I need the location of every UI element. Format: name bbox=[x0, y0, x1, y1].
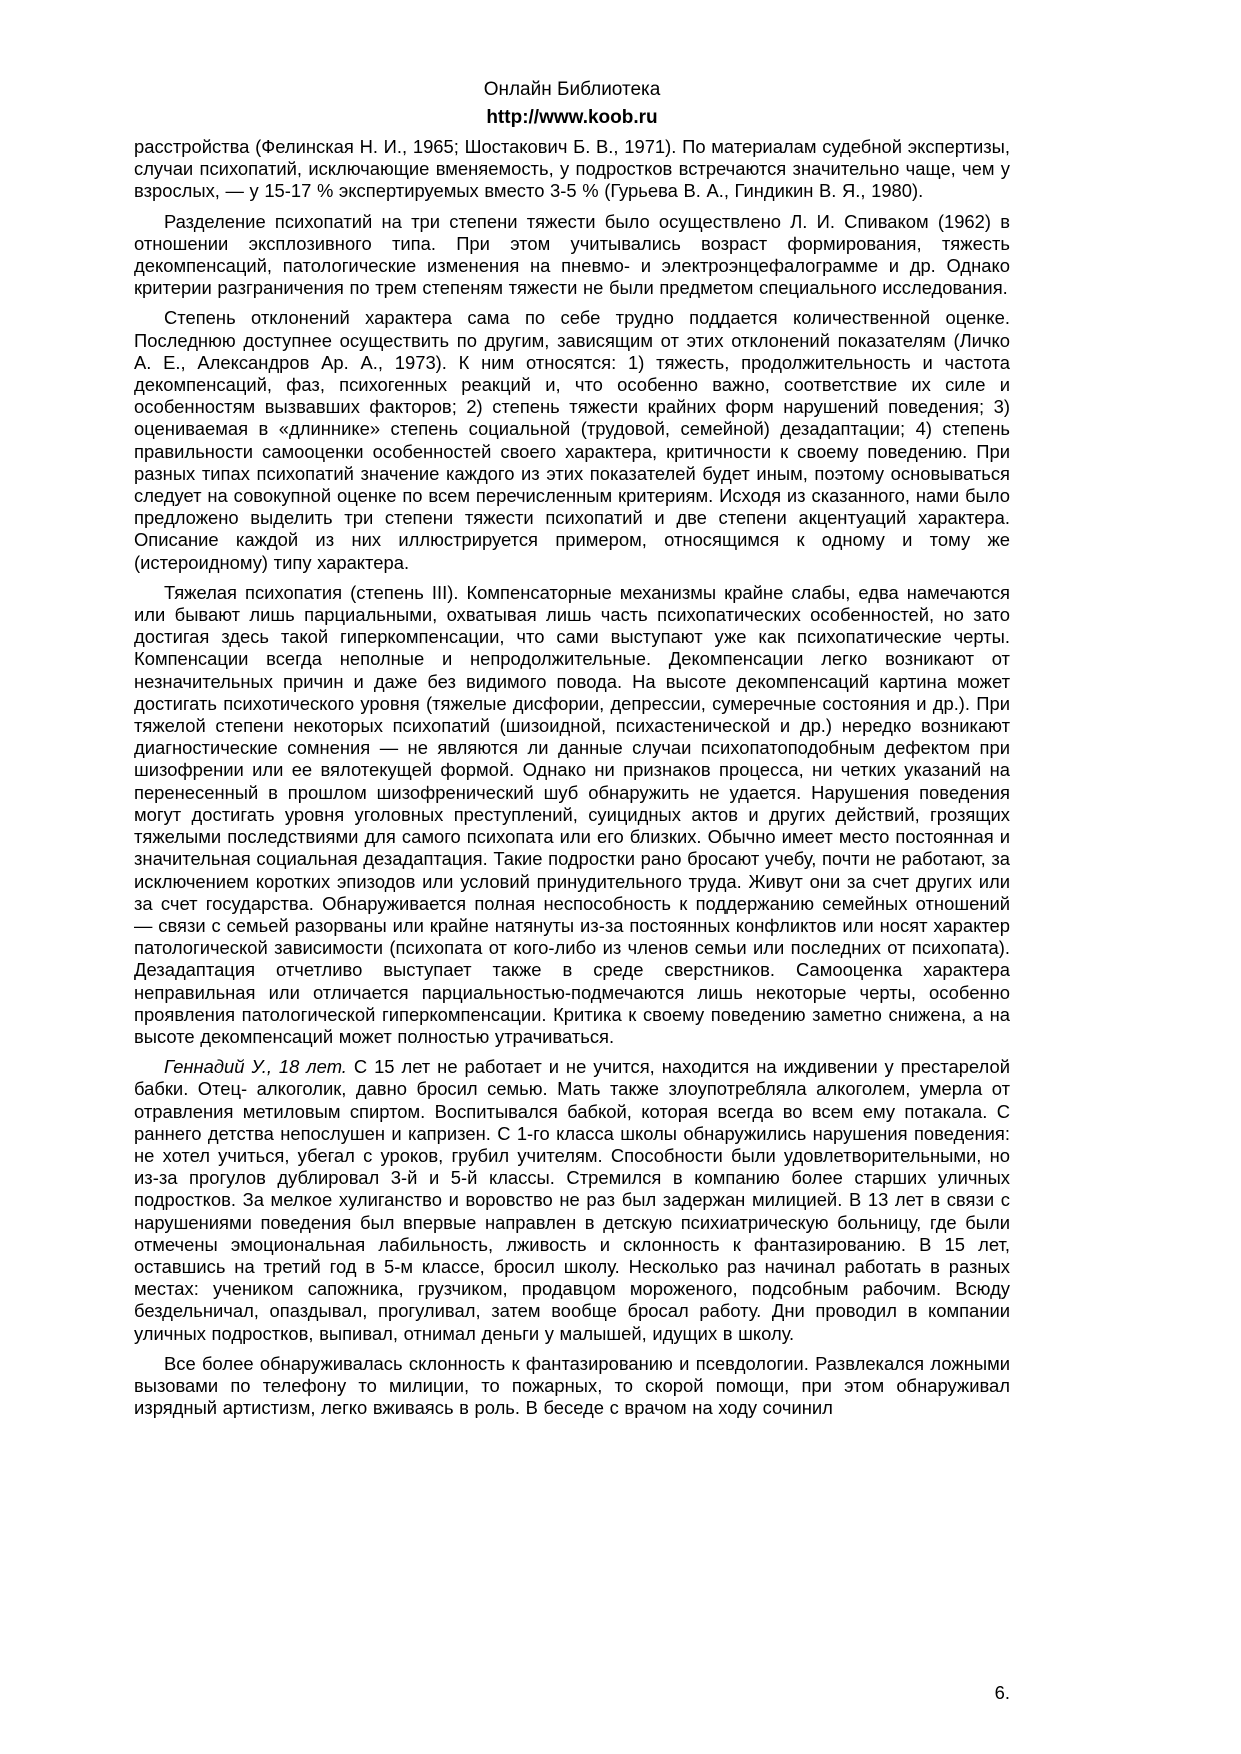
paragraph: расстройства (Фелинская Н. И., 1965; Шостакович Б. В., 1971). По материалам судебной экспертизы, случаи психопатий, исключающие вменяемость, у подростков встречаются значительно чаще, чем у взрослых, — у 15-17 % экспертируемых вместо 3-5 % (Гурьева В. А., Гиндикин В. Я., 1980). bbox=[134, 136, 1010, 202]
paragraph: Степень отклонений характера сама по себе трудно поддается количественной оценке. Последнюю доступнее осуществить по другим, зависящим от этих отклонений показателям (Личко А. Е., Александров Ар. А., 1973). К ним относятся: 1) тяжесть, продолжительность и частота декомпенсаций, фаз, психогенных реакций и, что особенно важно, соответствие их силе и особенностям вызвавших факторов; 2) степень тяжести крайних форм нарушений поведения; 3) оцениваемая в «длиннике» степень социальной (трудовой, семейной) дезадаптации; 4) степень правильности самооценки особенностей своего характера, критичности к своему поведению. При разных типах психопатий значение каждого из этих показателей будет иным, поэтому основываться следует на совокупной оценке по всем перечисленным критериям. Исходя из сказанного, нами было предложено выделить три степени тяжести психопатий и две степени акцентуаций характера. Описание каждой из них иллюстрируется примером, относящимся к одному и тому же (истероидному) типу характера. bbox=[134, 307, 1010, 573]
paragraph: Все более обнаруживалась склонность к фантазированию и псевдологии. Развлекался ложными вызовами по телефону то милиции, то пожарных, то скорой помощи, при этом обнаруживал изрядный артистизм, легко вживаясь в роль. В беседе с врачом на ходу сочинил bbox=[134, 1352, 1010, 1419]
paragraph: Тяжелая психопатия (степень III). Компенсаторные механизмы крайне слабы, едва намечаются или бывают лишь парциальными, охватывая лишь часть психопатических особенностей, но зато достигая здесь такой гиперкомпенсации, что сами выступают уже как психопатические черты. Компенсации всегда неполные и непродолжительные. Декомпенсации легко возникают от незначительных причин и даже без видимого повода. На высоте декомпенсаций картина может достигать психотического уровня (тяжелые дисфории, депрессии, сумеречные состояния и др.). При тяжелой степени некоторых психопатий (шизоидной, психастенической и др.) нередко возникают диагностические сомнения — не являются ли данные случаи психопатоподобным дефектом при шизофрении или ее вялотекущей формой. Однако ни признаков процесса, ни четких указаний на перенесенный в прошлом шизофренический шуб обнаружить не удается. Нарушения поведения могут достигать уровня уголовных преступлений, суицидных актов и других действий, грозящих тяжелыми последствиями для самого психопата или его близких. Обычно имеет место постоянная и значительная социальная дезадаптация. Такие подростки рано бросают учебу, почти не работают, за исключением коротких эпизодов или условий принудительного труда. Живут они за счет других или за счет государства. Обнаруживается полная неспособность к поддержанию семейных отношений — связи с семьей разорваны или крайне натянуты из-за постоянных конфликтов или носят характер патологической зависимости (психопата от кого-либо из членов семьи или последних от психопата). Дезадаптация отчетливо выступает также в среде сверстников. Самооценка характера неправильная или отличается парциальностью-подмечаются лишь некоторые черты, особенно проявления патологической гиперкомпенсации. Критика к своему поведению заметно снижена, а на высоте декомпенсаций может полностью утрачиваться. bbox=[134, 581, 1011, 1047]
paragraph: Геннадий У., 18 лет. С 15 лет не работает и не учится, находится на иждивении у престарелой бабки. Отец- алкоголик, давно бросил семью. Мать также злоупотребляла алкоголем, умерла от отравления метиловым спиртом. Воспитывался бабкой, которая всегда во всем ему потакала. С раннего детства непослушен и капризен. С 1-го класса школы обнаружились нарушения поведения: не хотел учиться, убегал с уроков, грубил учителям. Способности были удовлетворительными, но из-за прогулов дублировал 3-й и 5-й классы. Стремился в компанию более старших уличных подростков. За мелкое хулиганство и воровство не раз был задержан милицией. В 13 лет в связи с нарушениями поведения был впервые направлен в детскую психиатрическую больницу, где были отмечены эмоциональная лабильность, лживость и склонность к фантазированию. В 15 лет, оставшись на третий год в 5-м классе, бросил школу. Несколько раз начинал работать в разных местах: учеником сапожника, грузчиком, продавцом мороженого, подсобным рабочим. Всюду бездельничал, опаздывал, прогуливал, затем вообще бросал работу. Дни проводил в компании уличных подростков, выпивал, отнимал деньги у малышей, идущих в школу. bbox=[134, 1056, 1010, 1344]
page-content bbox=[134, 78, 1010, 1419]
page-number: 6. bbox=[994, 1682, 1010, 1703]
paragraph: Разделение психопатий на три степени тяжести было осуществлено Л. И. Спиваком (1962) в отношении эксплозивного типа. При этом учитывались возраст формирования, тяжесть декомпенсаций, патологические изменения на пневмо- и электроэнцефалограмме и др. Однако критерии разграничения по трем степеням тяжести не были предметом специального исследования. bbox=[134, 210, 1010, 299]
paragraph-lead: Геннадий У., 18 лет. bbox=[164, 1056, 347, 1078]
paragraphs-container bbox=[134, 136, 1010, 1419]
site-url: http://www.koob.ru bbox=[486, 107, 658, 128]
site-title: Онлайн Библиотека bbox=[483, 79, 661, 100]
